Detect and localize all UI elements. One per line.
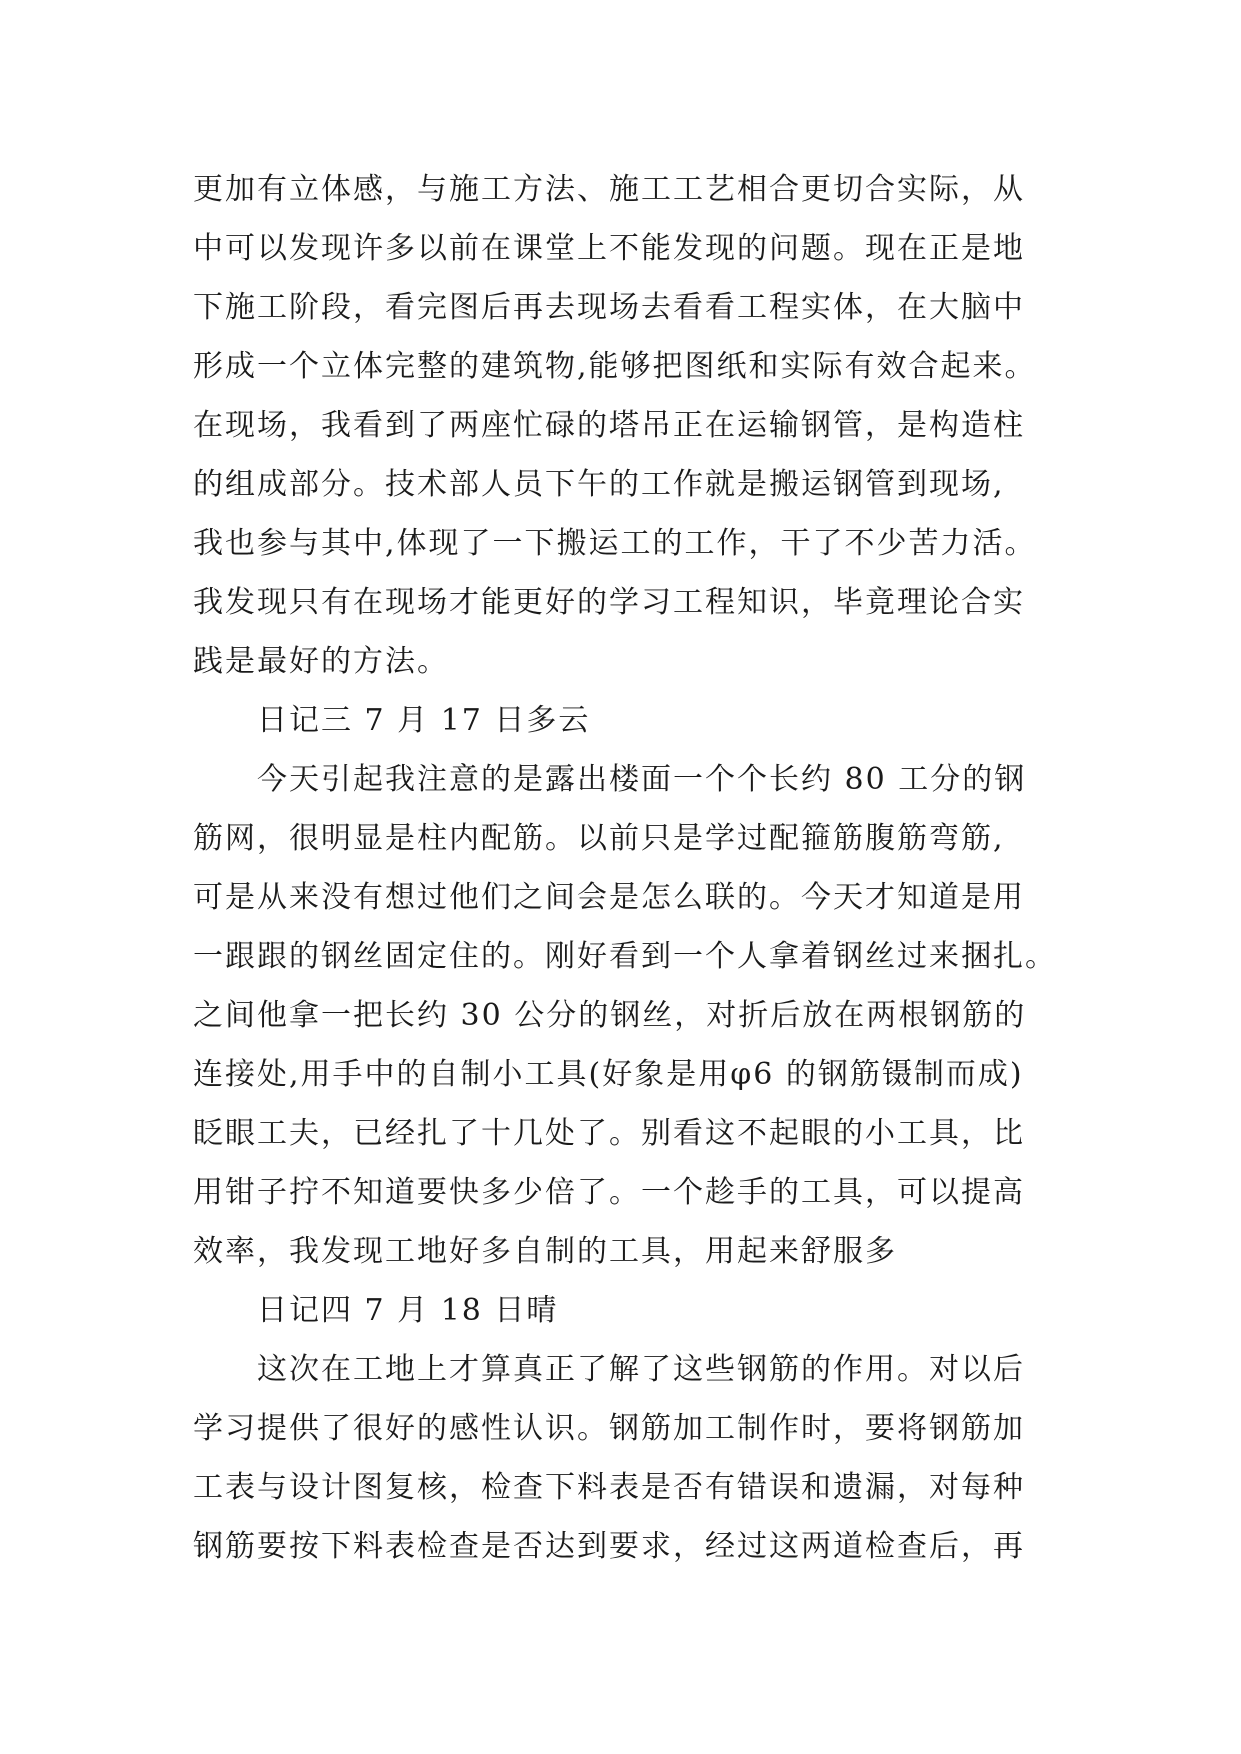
text-line: 下施工阶段，看完图后再去现场去看看工程实体，在大脑中	[193, 290, 1025, 325]
text-line: 中可以发现许多以前在课堂上不能发现的问题。现在正是地	[193, 231, 1025, 266]
text-line: 钢筋要按下料表检查是否达到要求，经过这两道检查后，再	[193, 1529, 1025, 1564]
text-line: 学习提供了很好的感性认识。钢筋加工制作时，要将钢筋加	[193, 1411, 1025, 1446]
text-line: 我发现只有在现场才能更好的学习工程知识，毕竟理论合实	[193, 585, 1025, 620]
text-line: 眨眼工夫，已经扎了十几处了。别看这不起眼的小工具，比	[193, 1116, 1025, 1151]
diary-heading: 日记三 7 月 17 日多云	[257, 703, 591, 738]
diary-heading: 日记四 7 月 18 日晴	[257, 1293, 559, 1328]
text-line: 践是最好的方法。	[193, 644, 449, 679]
text-line: 更加有立体感，与施工方法、施工工艺相合更切合实际，从	[193, 172, 1025, 207]
text-line: 连接处,用手中的自制小工具(好象是用φ6 的钢筋镊制而成)	[193, 1057, 1024, 1092]
paragraph-first-line: 今天引起我注意的是露出楼面一个个长约 80 工分的钢	[257, 762, 1027, 797]
text-line: 一跟跟的钢丝固定住的。刚好看到一个人拿着钢丝过来捆扎。	[193, 939, 1057, 974]
text-line: 工表与设计图复核，检查下料表是否有错误和遗漏，对每种	[193, 1470, 1025, 1505]
text-line: 形成一个立体完整的建筑物,能够把图纸和实际有效合起来。	[193, 349, 1037, 384]
text-line: 可是从来没有想过他们之间会是怎么联的。今天才知道是用	[193, 880, 1025, 915]
text-line: 之间他拿一把长约 30 公分的钢丝，对折后放在两根钢筋的	[193, 998, 1027, 1033]
text-line: 筋网，很明显是柱内配筋。以前只是学过配箍筋腹筋弯筋,	[193, 821, 1005, 856]
text-line: 用钳子拧不知道要快多少倍了。一个趁手的工具，可以提高	[193, 1175, 1025, 1210]
text-line: 的组成部分。技术部人员下午的工作就是搬运钢管到现场,	[193, 467, 1005, 502]
paragraph-first-line: 这次在工地上才算真正了解了这些钢筋的作用。对以后	[257, 1352, 1025, 1387]
text-line: 在现场，我看到了两座忙碌的塔吊正在运输钢管，是构造柱	[193, 408, 1025, 443]
body-text	[193, 160, 1057, 1576]
text-line: 我也参与其中,体现了一下搬运工的工作，干了不少苦力活。	[193, 526, 1037, 561]
text-line: 效率，我发现工地好多自制的工具，用起来舒服多	[193, 1234, 897, 1269]
